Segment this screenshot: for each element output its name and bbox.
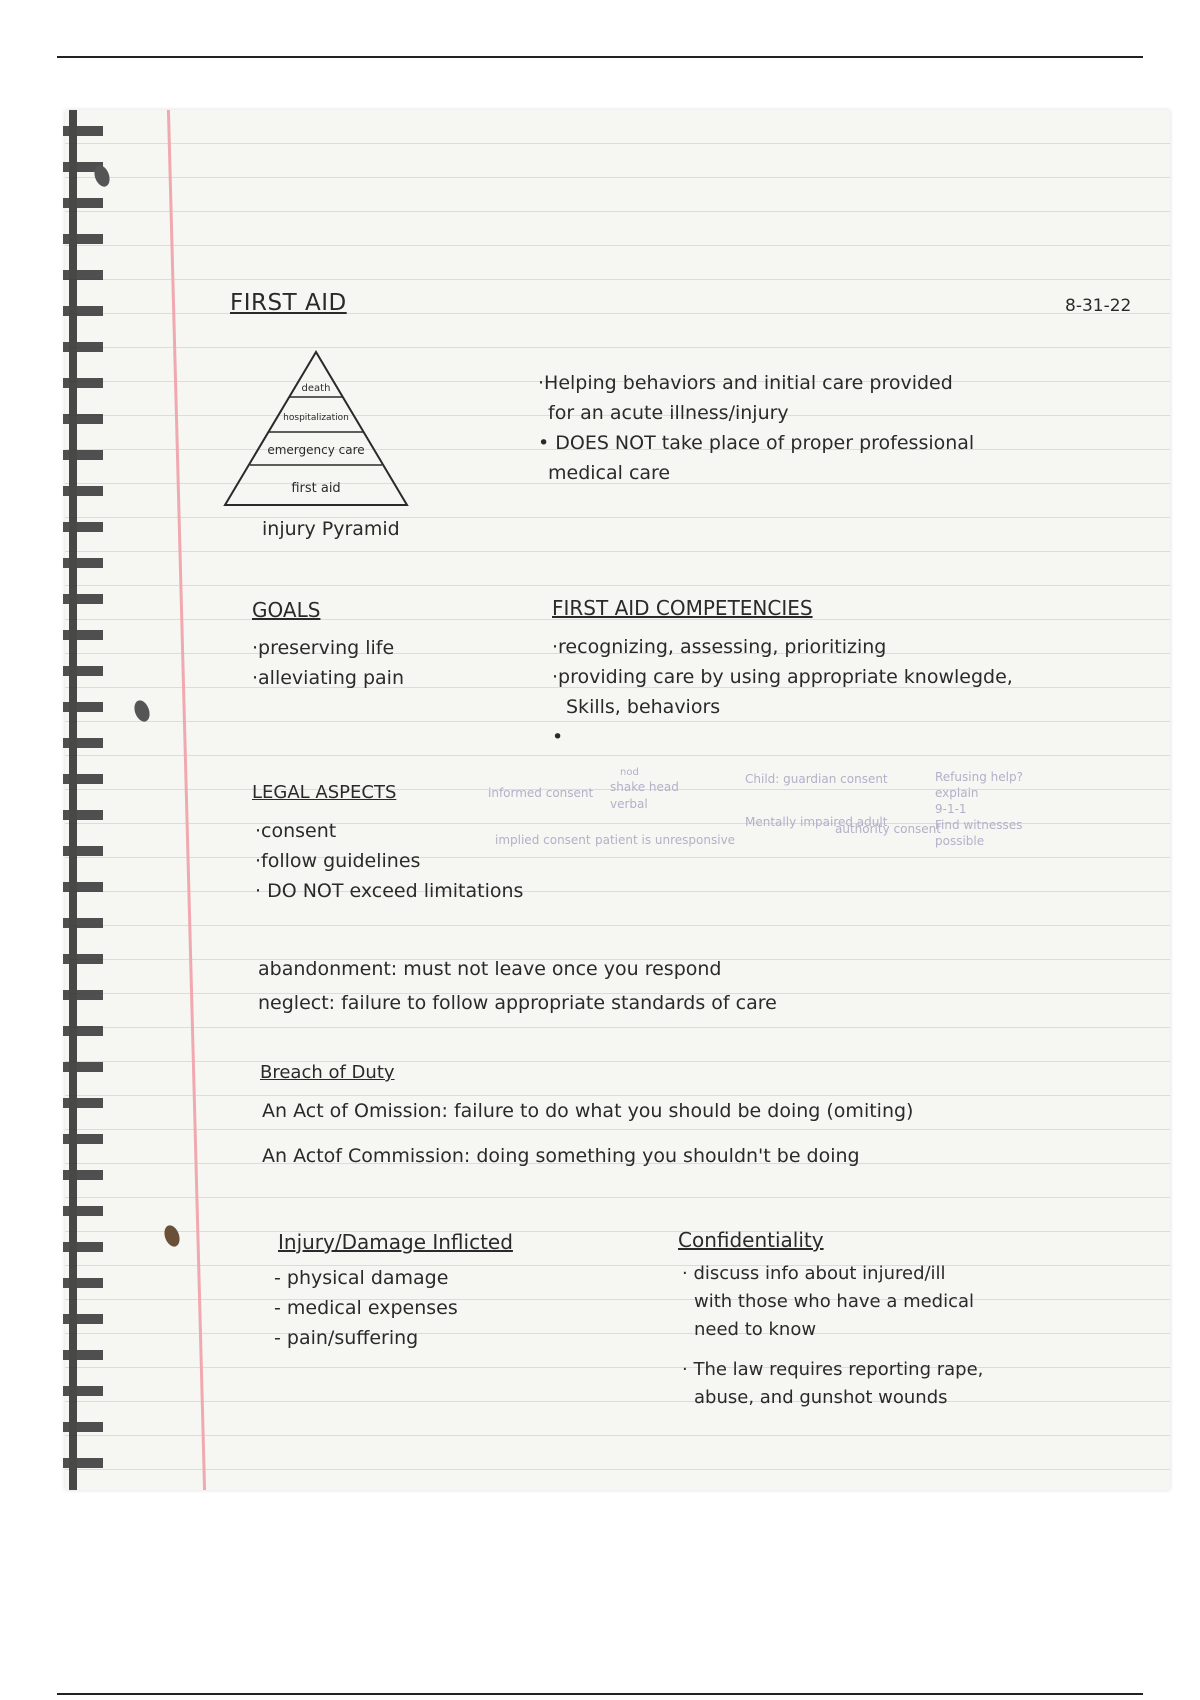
goals-list bbox=[252, 633, 404, 693]
neglect-definition: neglect: failure to follow appropriate standards of care bbox=[258, 992, 777, 1014]
omission-definition: An Act of Omission: failure to do what you should be doing (omiting) bbox=[262, 1100, 914, 1122]
faint-note: possible bbox=[935, 834, 985, 848]
faint-note: nod bbox=[620, 767, 639, 778]
competencies-list bbox=[552, 632, 1013, 752]
bottom-rule bbox=[57, 1693, 1143, 1695]
injury-pyramid bbox=[223, 350, 409, 510]
definition-line: medical care bbox=[548, 462, 671, 484]
definition-line: • DOES NOT take place of proper professional bbox=[538, 432, 975, 454]
confidentiality-item: need to know bbox=[694, 1319, 817, 1340]
pyramid-level-1: death bbox=[301, 383, 331, 394]
top-rule bbox=[57, 56, 1143, 58]
pyramid-level-4: first aid bbox=[291, 481, 341, 496]
goals-heading: GOALS bbox=[252, 598, 321, 622]
goal-item: ·alleviating pain bbox=[252, 667, 404, 689]
confidentiality-item: · The law requires reporting rape, bbox=[682, 1359, 984, 1380]
faint-note: shake head bbox=[610, 780, 679, 794]
injury-item: - physical damage bbox=[274, 1267, 449, 1289]
legal-list bbox=[255, 816, 523, 906]
faint-note: patient is unresponsive bbox=[595, 833, 736, 847]
faint-note: informed consent bbox=[488, 786, 594, 800]
confidentiality-item: · discuss info about injured/ill bbox=[682, 1263, 946, 1284]
injury-list bbox=[274, 1263, 458, 1353]
margin-line bbox=[167, 110, 206, 1490]
confidentiality-list bbox=[682, 1260, 983, 1412]
pyramid-level-2: hospitalization bbox=[283, 413, 349, 423]
injury-item: - medical expenses bbox=[274, 1297, 458, 1319]
goal-item: ·preserving life bbox=[252, 637, 395, 659]
faint-note: implied consent bbox=[495, 833, 591, 847]
confidentiality-item: with those who have a medical bbox=[694, 1291, 975, 1312]
faint-note: verbal bbox=[610, 797, 648, 811]
breach-heading: Breach of Duty bbox=[260, 1062, 395, 1083]
faint-note: authority consent bbox=[835, 822, 941, 836]
competencies-heading: FIRST AID COMPETENCIES bbox=[552, 596, 813, 620]
pyramid-level-3: emergency care bbox=[267, 443, 365, 457]
faint-note: explain bbox=[935, 786, 979, 800]
confidentiality-heading: Confidentiality bbox=[678, 1228, 824, 1252]
page-title: FIRST AID bbox=[230, 290, 347, 316]
competency-item: Skills, behaviors bbox=[566, 696, 721, 718]
faint-note: Find witnesses bbox=[935, 818, 1023, 832]
injury-heading: Injury/Damage Inflicted bbox=[278, 1230, 513, 1254]
commission-definition: An Actof Commission: doing something you shouldn't be doing bbox=[262, 1145, 860, 1167]
spiral-binding bbox=[63, 110, 133, 1490]
definition-line: ·Helping behaviors and initial care provided bbox=[538, 372, 953, 394]
date: 8-31-22 bbox=[1065, 296, 1132, 316]
faint-note: Child: guardian consent bbox=[745, 772, 888, 786]
legal-item: ·consent bbox=[255, 820, 337, 842]
faint-note: Mentally impaired adult bbox=[745, 815, 888, 829]
legal-item: ·follow guidelines bbox=[255, 850, 421, 872]
competency-item: • bbox=[552, 726, 564, 748]
definition bbox=[538, 368, 974, 488]
confidentiality-item: abuse, and gunshot wounds bbox=[694, 1387, 948, 1408]
competency-item: ·recognizing, assessing, prioritizing bbox=[552, 636, 887, 658]
injury-item: - pain/suffering bbox=[274, 1327, 419, 1349]
faint-note: 9-1-1 bbox=[935, 802, 967, 816]
competency-item: ·providing care by using appropriate knowlegde, bbox=[552, 666, 1013, 688]
faint-note: Refusing help? bbox=[935, 770, 1023, 784]
pyramid-caption: injury Pyramid bbox=[262, 518, 400, 540]
legal-heading: LEGAL ASPECTS bbox=[252, 782, 397, 803]
definition-line: for an acute illness/injury bbox=[548, 402, 789, 424]
legal-item: · DO NOT exceed limitations bbox=[255, 880, 524, 902]
abandonment-definition: abandonment: must not leave once you respond bbox=[258, 958, 722, 980]
